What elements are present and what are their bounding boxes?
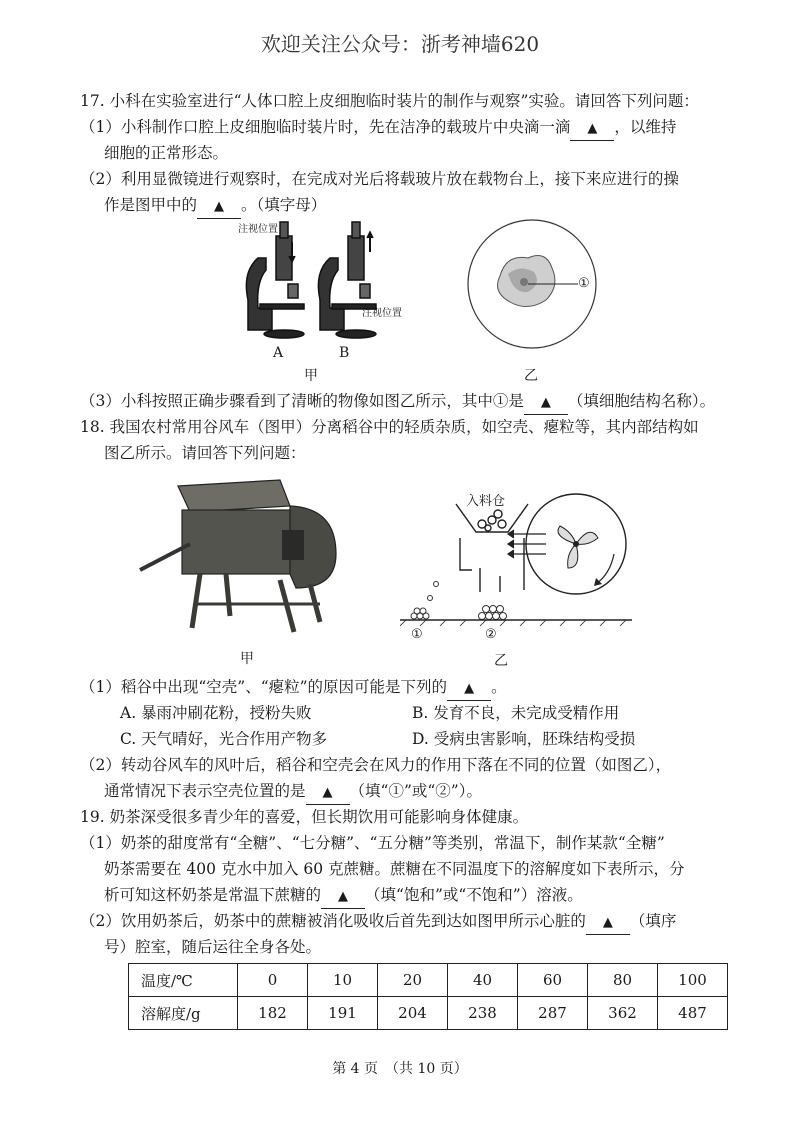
table-cell: 80 [588, 964, 658, 997]
q17-part1-cont: 细胞的正常形态。 [104, 144, 229, 162]
q19-part1-text-b: （填“饱和”或“不饱和”）溶液。 [365, 886, 583, 904]
solubility-table [128, 963, 728, 1030]
blank-marker: ▲ [322, 785, 333, 800]
table-row-head: 温度/℃ [129, 964, 238, 997]
q17-part3-text: （3）小科按照正确步骤看到了清晰的物像如图乙所示，其中①是 [80, 392, 524, 410]
q17-blank-3[interactable] [524, 390, 568, 415]
figure-jia-caption-18: 甲 [240, 651, 254, 667]
blank-marker: ▲ [602, 915, 613, 930]
table-cell: 10 [308, 964, 378, 997]
q18-part1-text: （1）稻谷中出现“空壳”、“瘪粒”的原因可能是下列的 [80, 678, 448, 696]
q18-blank-1[interactable] [447, 676, 491, 701]
table-cell: 287 [518, 997, 588, 1030]
q18-blank-2[interactable] [306, 780, 350, 805]
hopper-label: 入料仓 [466, 494, 506, 509]
q18-option-b[interactable]: B. 发育不良，未完成受精作用 [412, 704, 620, 722]
table-cell: 191 [308, 997, 378, 1030]
gaze-label-bottom: 注视位置 [362, 308, 402, 319]
winnower-structure-figure [400, 480, 640, 640]
q17-part2: （2）利用显微镜进行观察时，在完成对光后将载玻片放在载物台上，接下来应进行的操 [80, 170, 679, 188]
gaze-label-top: 注视位置 [238, 224, 278, 235]
table-cell: 204 [378, 997, 448, 1030]
q19-stem: 19. 奶茶深受很多青少年的喜爱，但长期饮用可能影响身体健康。 [80, 808, 529, 826]
table-row-head: 溶解度/g [129, 997, 238, 1030]
winnowing-machine-icon [140, 480, 336, 632]
q17-part3 [80, 390, 715, 415]
q18-stem-cont: 图乙所示。请回答下列问题： [104, 444, 306, 462]
table-row [129, 997, 728, 1030]
q18-part2-cont [104, 780, 482, 805]
microscope-a-icon [246, 222, 304, 338]
table-cell: 100 [658, 964, 728, 997]
q17-part1-text: （1）小科制作口腔上皮细胞临时装片时，先在洁净的载玻片中央滴一滴 [80, 118, 571, 136]
q19-part2-text: （2）饮用奶茶后，奶茶中的蔗糖被消化吸收后首先到达如图甲所示心脏的 [80, 912, 586, 930]
blank-marker: ▲ [214, 199, 225, 214]
q18-part2: （2）转动谷风车的风叶后，稻谷和空壳会在风力的作用下落在不同的位置（如图乙）， [80, 756, 672, 774]
microscope-b-label: B [339, 345, 350, 361]
blank-marker: ▲ [540, 395, 551, 410]
table-cell: 487 [658, 997, 728, 1030]
q18-part2-text-b: （填“①”或“②”）。 [349, 782, 482, 800]
figure-jia-caption: 甲 [304, 368, 318, 384]
nucleus-icon [520, 278, 528, 286]
q17-part2-text: 作是图甲中的 [104, 196, 198, 214]
q17-stem: 17. 小科在实验室进行“人体口腔上皮细胞临时装片的制作与观察”实验。请回答下列问题： [80, 92, 699, 110]
table-cell: 60 [518, 964, 588, 997]
table-row [129, 964, 728, 997]
blank-marker: ▲ [587, 121, 598, 136]
microscope-a-label: A [273, 345, 284, 361]
q19-part1-cont: 奶茶需要在 400 克水中加入 60 克蔗糖。蔗糖在不同温度下的溶解度如下表所示，分 [104, 860, 685, 878]
table-cell: 20 [378, 964, 448, 997]
q18-part2-text: 通常情况下表示空壳位置的是 [104, 782, 306, 800]
blank-marker: ▲ [464, 681, 475, 696]
q19-part1: （1）奶茶的甜度常有“全糖”、“七分糖”、“五分糖”等类别，常温下，制作某款“全糖” [80, 834, 665, 852]
table-cell: 362 [588, 997, 658, 1030]
q19-part1-cont2 [104, 884, 583, 909]
position-1-label: ① [411, 627, 423, 642]
q19-part1-text: 析可知这杯奶茶是常温下蔗糖的 [104, 886, 322, 904]
q18-part1-text-b: 。 [491, 678, 507, 696]
q18-part1 [80, 676, 507, 701]
q17-part1 [80, 116, 676, 141]
table-cell: 40 [448, 964, 518, 997]
table-cell: 238 [448, 997, 518, 1030]
q17-part2-text-b: 。（填字母） [241, 196, 327, 214]
q17-part1-text-b: ，以维持 [614, 118, 677, 136]
q19-part2 [80, 910, 676, 935]
q18-option-d[interactable]: D. 受病虫害影响，胚珠结构受损 [412, 730, 636, 748]
q19-part2-text-b: （填序 [629, 912, 677, 930]
q18-option-c[interactable]: C. 天气晴好，光合作用产物多 [120, 730, 328, 748]
q18-option-a[interactable]: A. 暴雨冲刷花粉，授粉失败 [120, 704, 312, 722]
q18-stem: 18. 我国农村常用谷风车（图甲）分离稻谷中的轻质杂质，如空壳、瘪粒等，其内部结构如 [80, 418, 699, 436]
table-cell: 182 [238, 997, 308, 1030]
q19-part2-cont: 号）腔室，随后运往全身各处。 [104, 938, 322, 956]
winnowing-machine-figure [130, 476, 370, 636]
q19-blank-2[interactable] [586, 910, 630, 935]
table-cell: 0 [238, 964, 308, 997]
position-2-label: ② [485, 627, 497, 642]
figure-yi-caption: 乙 [524, 368, 538, 384]
wind-arrows-icon [508, 530, 546, 558]
page-footer: 第 4 页 （共 10 页） [332, 1061, 468, 1077]
page-header: 欢迎关注公众号：浙考神墙620 [260, 32, 540, 56]
figure-yi-caption-18: 乙 [494, 653, 508, 669]
q17-blank-1[interactable] [570, 116, 614, 141]
microscope-b-icon [318, 222, 376, 338]
grain-dots [411, 582, 507, 620]
blank-marker: ▲ [338, 889, 349, 904]
cell-marker-1: ① [578, 276, 590, 291]
q17-part3-text-b: （填细胞结构名称）。 [567, 392, 716, 410]
q19-blank-1[interactable] [321, 884, 365, 909]
